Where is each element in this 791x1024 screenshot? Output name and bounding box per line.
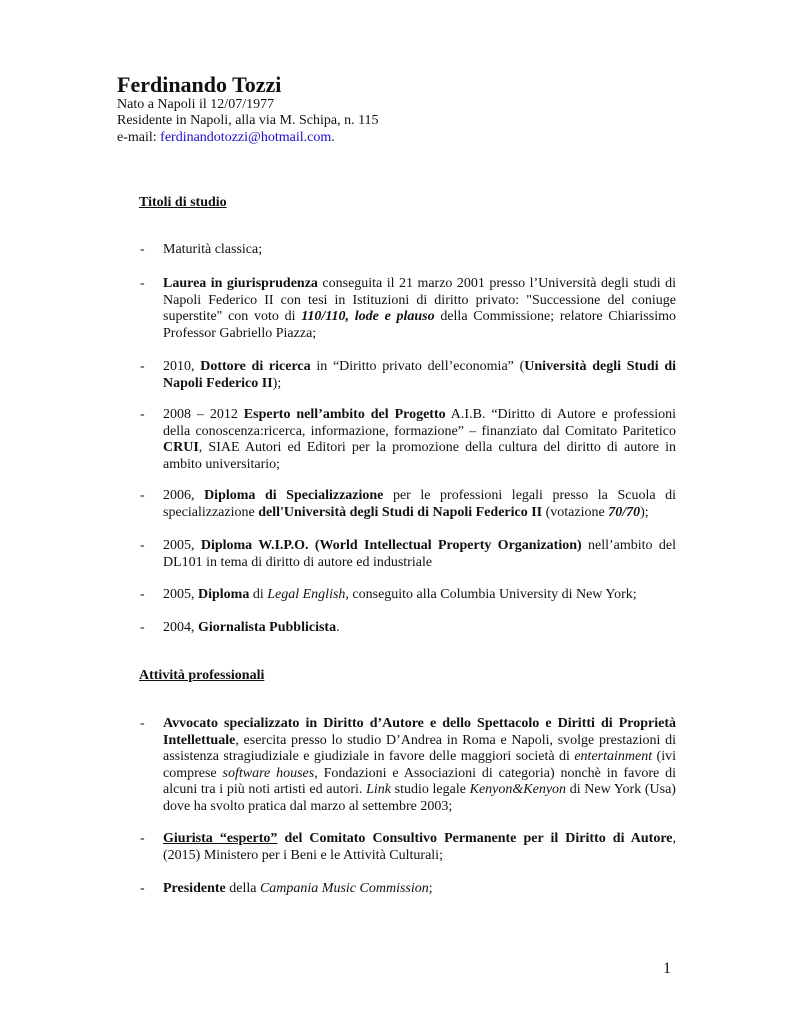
- birth-info: Nato a Napoli il 12/07/1977: [117, 97, 275, 112]
- item-text: , (2015) Ministero per i Beni e le Attività Culturali;: [163, 831, 676, 863]
- list-dash: -: [140, 538, 145, 553]
- item-text: della Commissione; relatore Chiarissimo Professor Gabriello Piazza;: [163, 309, 676, 341]
- item-text: );: [272, 375, 282, 391]
- list-item: [140, 587, 676, 604]
- item-text: , conseguito alla Columbia University di New York;: [345, 587, 637, 602]
- list-dash: -: [140, 407, 145, 422]
- list-item: [140, 538, 676, 571]
- item-text: 2010,: [163, 359, 201, 374]
- list-item: [140, 359, 676, 392]
- item-text-italic: Legal English: [267, 587, 346, 602]
- item-text: 2005,: [163, 587, 198, 602]
- item-text-bold: Laurea in giurisprudenza: [163, 276, 318, 291]
- item-text-bold: del Comitato Consultivo Permanente per il Diritto di Autore: [277, 831, 673, 846]
- item-text: , SIAE Autori ed Editori per la promozione della cultura del diritto di autore in ambito universitario;: [163, 440, 676, 472]
- item-text: nell’ambito del DL101 in tema di diritto di autore ed industriale: [163, 538, 676, 570]
- item-text-bold: Diploma W.I.P.O. (World Intellectual Property Organization): [200, 538, 582, 553]
- list-item: [140, 407, 676, 473]
- list-item: [140, 242, 676, 259]
- item-text: 2004,: [163, 620, 198, 635]
- list-dash: -: [140, 587, 145, 602]
- list-item: [140, 620, 676, 637]
- list-item: [140, 831, 676, 864]
- item-text-bold-italic: 110/110, lode e plauso: [301, 309, 435, 325]
- list-dash: -: [140, 620, 145, 635]
- item-text: );: [640, 504, 649, 520]
- person-name: Ferdinando Tozzi: [117, 72, 282, 97]
- item-text: A.I.B. “Diritto di Autore e professioni della conoscenza:ricerca, informazione, formazione” – finanziato dal Comitato Paritetico: [163, 407, 677, 439]
- item-text: studio legale: [390, 782, 470, 798]
- item-text: 2005,: [163, 538, 201, 553]
- item-text-bold: Diploma di Specializzazione: [204, 488, 384, 503]
- list-item: [140, 276, 676, 342]
- item-text: in “Diritto privato dell’economia” (: [310, 359, 525, 374]
- item-text-italic: software houses: [222, 765, 315, 781]
- list-dash: -: [140, 831, 145, 846]
- item-text-bold-underline: Giurista “esperto”: [163, 831, 278, 846]
- item-text-bold: Giornalista Pubblicista: [198, 620, 337, 635]
- list-dash: -: [140, 276, 145, 291]
- item-text: della: [225, 881, 260, 896]
- item-text-bold: Esperto nell’ambito del Progetto: [243, 407, 446, 422]
- contact-block: [117, 97, 379, 146]
- item-text-bold: Avvocato specializzato in Diritto d’Autore e dello Spettacolo e Diritti di Proprietà Intellettuale: [163, 716, 676, 748]
- page-number: 1: [663, 960, 671, 977]
- item-text: 2008 – 2012: [163, 407, 244, 422]
- item-text-italic: entertainment: [574, 749, 653, 765]
- email-link[interactable]: ferdinandotozzi@hotmail.com: [160, 129, 332, 145]
- item-text: 2006,: [163, 488, 205, 503]
- item-text: conseguita il 21 marzo 2001 presso l’Università degli studi di Napoli Federico II con tesi in Istituzioni di diritto privato: "Successione del coniuge superstite" con voto di: [163, 276, 676, 325]
- item-text: .: [336, 620, 340, 635]
- section-heading-professional: Attività professionali: [139, 668, 265, 683]
- list-dash: -: [140, 488, 145, 503]
- section-heading-studies: Titoli di studio: [139, 195, 227, 210]
- item-text: (ivi comprese: [163, 749, 676, 781]
- residence-info: Residente in Napoli, alla via M. Schipa, n. 115: [117, 113, 379, 129]
- item-text: di: [249, 587, 268, 602]
- item-text-bold: Diploma: [198, 587, 250, 602]
- item-text-bold: Dottore di ricerca: [200, 359, 311, 374]
- item-text-bold: Università degli Studi di Napoli Federico II: [163, 359, 676, 391]
- list-dash: -: [140, 881, 145, 896]
- list-item: [140, 488, 676, 521]
- email-label: e-mail:: [117, 129, 161, 145]
- list-dash: -: [140, 242, 145, 257]
- item-text-bold-italic: 70/70: [608, 504, 641, 520]
- email-line: [117, 130, 379, 146]
- item-text-italic: Kenyon&Kenyon: [469, 782, 567, 798]
- item-text-italic: Link: [366, 782, 391, 798]
- list-item: [140, 716, 676, 816]
- item-text: di New York (Usa) dove ha svolto pratica dal marzo al settembre 2003;: [163, 782, 676, 814]
- list-dash: -: [140, 359, 145, 374]
- item-text: ;: [428, 881, 433, 896]
- item-text: Maturità classica;: [163, 242, 263, 257]
- list-dash: -: [140, 716, 145, 731]
- item-text: , Fondazioni e Associazioni di categoria) nonchè in favore di alcuni tra i più noti artisti ed autori.: [163, 765, 676, 798]
- item-text: , esercita presso lo studio D’Andrea in Roma e Napoli, svolge prestazioni di assistenza stragiudiziale e giudiziale in favore delle maggiori società di: [163, 732, 676, 765]
- item-text-bold: Presidente: [163, 881, 226, 896]
- list-item: [140, 881, 676, 898]
- item-text-italic: Campania Music Commission: [259, 881, 429, 896]
- item-text-bold: CRUI: [163, 440, 199, 456]
- email-suffix: .: [331, 129, 335, 145]
- item-text-bold: dell'Università degli Studi di Napoli Federico II: [258, 504, 543, 520]
- item-text: (votazione: [542, 504, 609, 520]
- item-text: per le professioni legali presso la Scuola di specializzazione: [163, 488, 676, 520]
